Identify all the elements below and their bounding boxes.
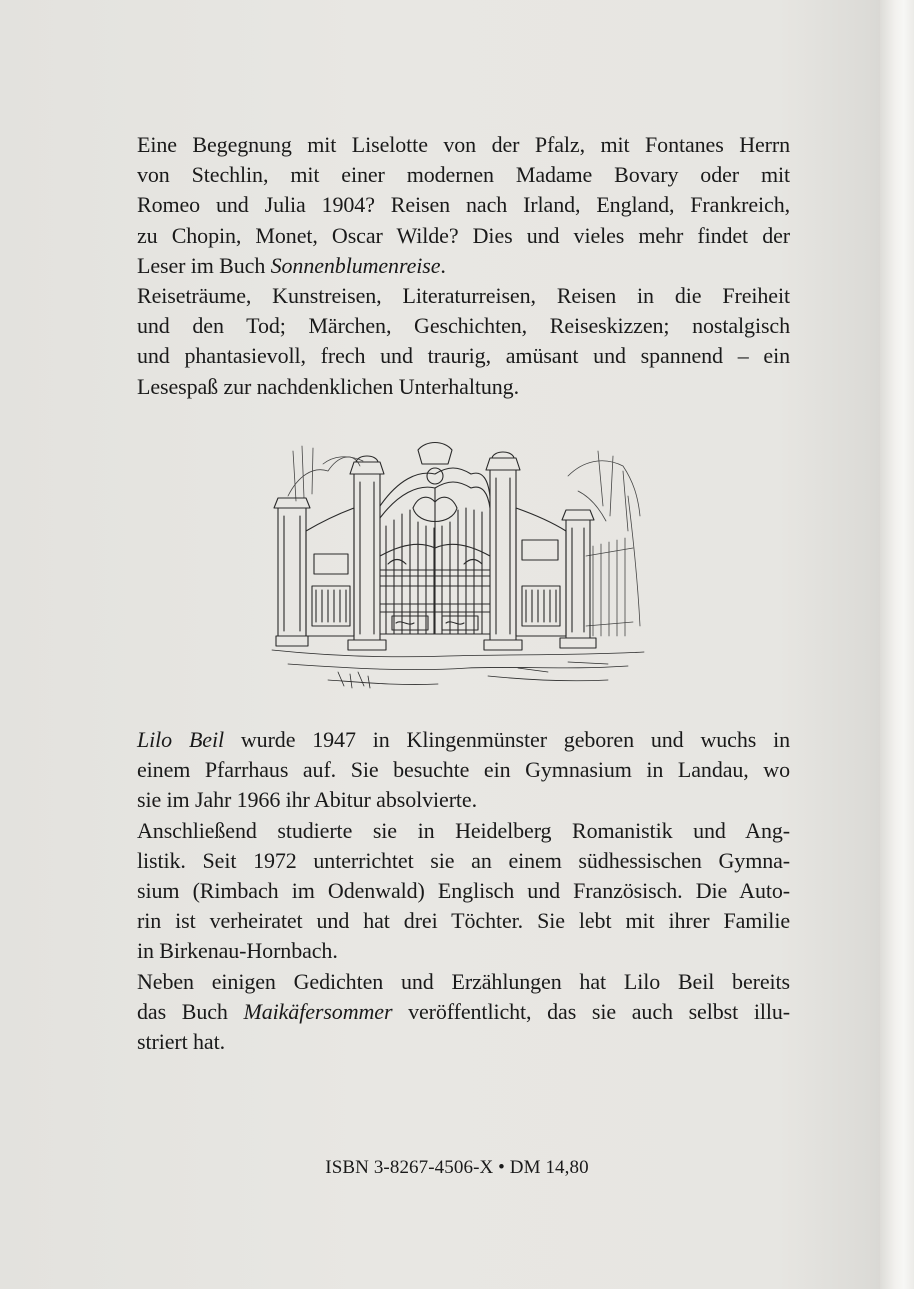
bio-paragraph-3 [137,967,790,1058]
text-line: striert hat. [137,1029,225,1055]
text-line: von Stechlin, mit einer modernen Madame Bovary oder mit [137,162,790,188]
text-fragment: wurde 1947 in Klingenmünster geboren und wuchs in [223,727,790,752]
isbn-price-line: ISBN 3-8267-4506-X • DM 14,80 [325,1157,589,1178]
blurb-paragraph-1 [137,130,790,281]
right-wall-panel [516,508,566,636]
text-line: Romeo und Julia 1904? Reisen nach Irland, England, Frankreich, [137,192,790,218]
text-line: listik. Seit 1972 unterrichtet sie an einem südhessischen Gymna- [137,847,790,873]
text-line: zu Chopin, Monet, Oscar Wilde? Dies und vieles mehr findet der [137,222,790,248]
text-line: Reiseträume, Kunstreisen, Literaturreisen, Reisen in die Freiheit [137,283,790,309]
spine-edge [880,0,914,1289]
text-line: Eine Begegnung mit Liselotte von der Pfalz, mit Fontanes Herrn [137,132,790,157]
bio-paragraph-1 [137,725,790,816]
author-name: Lilo Beil [137,727,224,752]
author-bio-text [137,725,790,1057]
text-line [137,725,790,755]
text-line [137,997,790,1027]
text-fragment: das Buch [137,998,244,1024]
text-line: rin ist verheiratet und hat drei Töchter. Sie lebt mit ihrer Familie [137,908,790,934]
left-outer-pillar [274,498,310,646]
text-line: und den Tod; Märchen, Geschichten, Reiseskizzen; nostalgisch [137,313,790,339]
text-line: in Birkenau-Hornbach. [137,938,338,964]
text-line: sie im Jahr 1966 ihr Abitur absolvierte. [137,787,477,813]
text-line: Neben einigen Gedichten und Erzählungen hat Lilo Beil bereits [137,968,790,994]
text-line: sium (Rimbach im Odenwald) Englisch und Französisch. Die Auto- [137,878,790,904]
book-title-maikaefersommer: Maikäfersommer [243,998,393,1024]
ground-strokes [272,650,644,688]
gate-ironwork [380,443,490,635]
blurb-text [137,130,790,402]
text-fragment: . [440,252,446,278]
left-main-pillar [348,456,386,650]
text-line: Anschließend studierte sie in Heidelberg Romanistik und Ang- [137,817,790,843]
text-fragment: Leser im Buch [137,252,271,278]
book-title-sonnenblumenreise: Sonnenblumenreise [270,252,441,278]
text-line: einem Pfarrhaus auf. Sie besuchte ein Gymnasium in Landau, wo [137,757,790,783]
text-line: und phantasievoll, frech und traurig, amüsant und spannend – ein [137,343,790,369]
left-wall-panel [306,508,354,636]
bio-paragraph-2 [137,816,790,967]
text-line: Lesespaß zur nachdenklichen Unterhaltung. [137,373,519,399]
text-fragment: veröffentlicht, das sie auch selbst illu- [392,998,790,1024]
blurb-paragraph-2 [137,281,790,402]
gate-illustration [268,436,648,692]
text-line [137,251,790,281]
background-trees [288,446,640,636]
